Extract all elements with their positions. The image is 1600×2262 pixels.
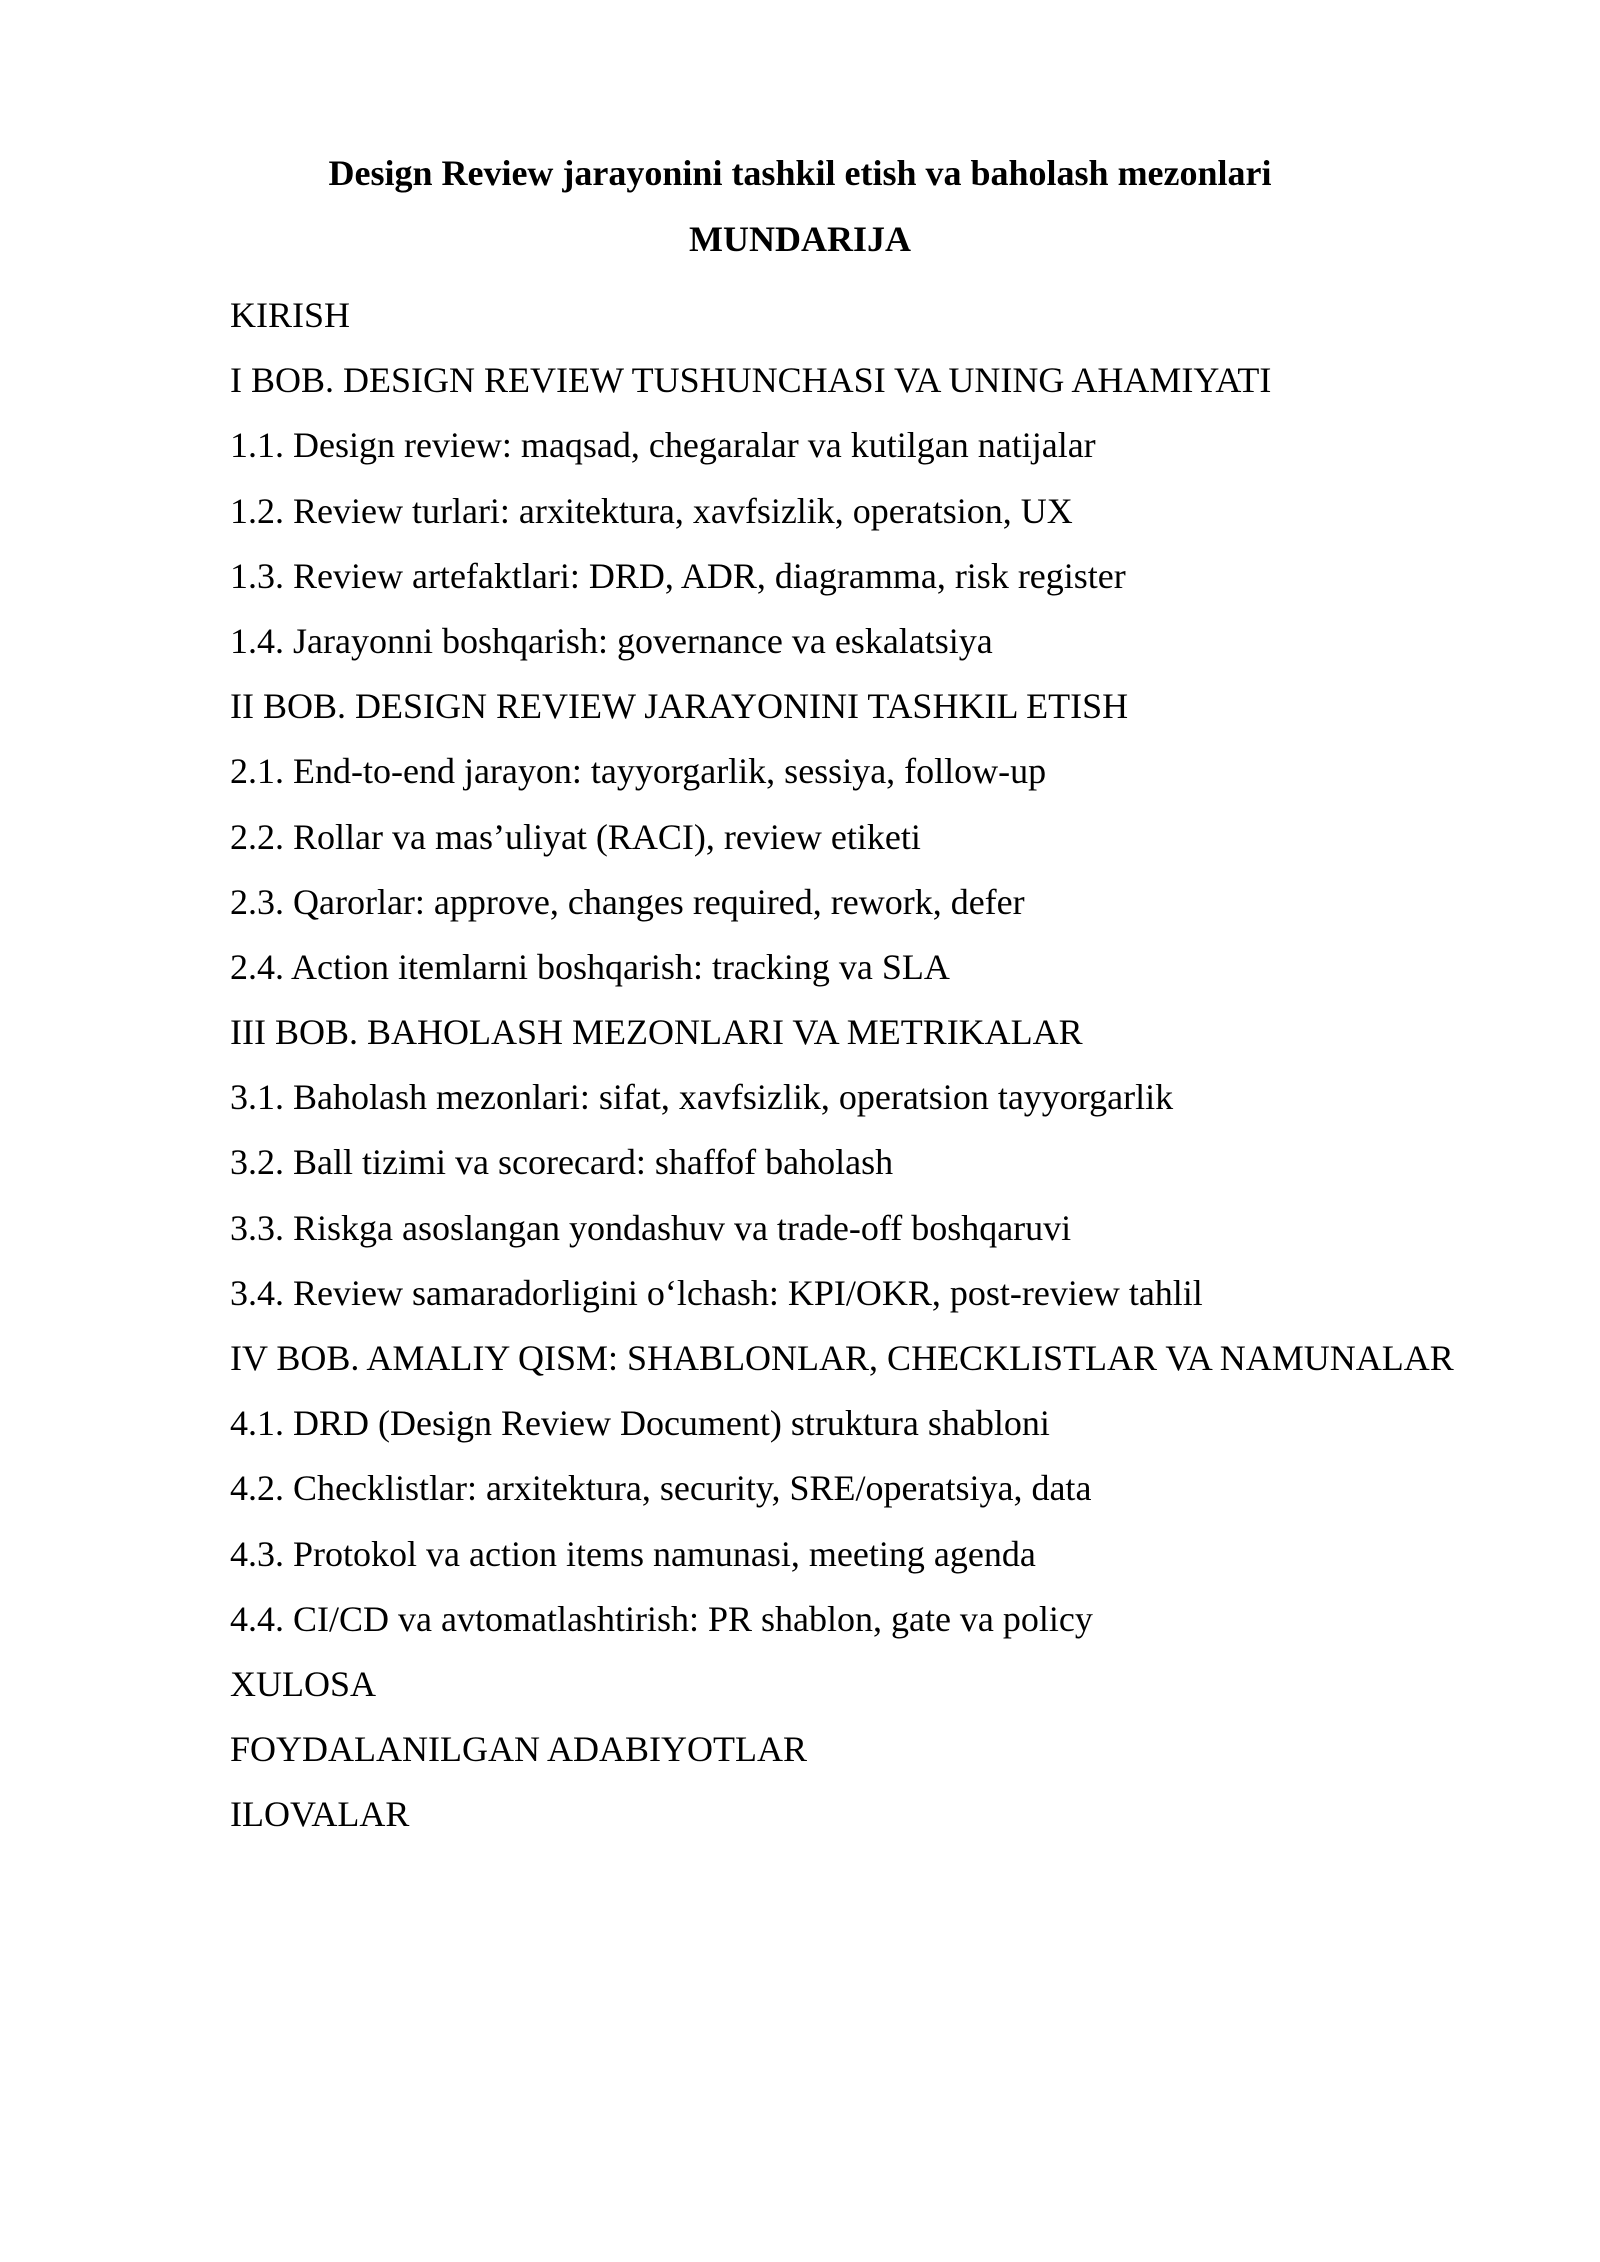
toc-section-3-3: 3.3. Riskga asoslangan yondashuv va trade-off boshqaruvi — [230, 1207, 1072, 1248]
toc-section-4-2: 4.2. Checklistlar: arxitektura, security, SRE/operatsiya, data — [230, 1468, 1092, 1509]
toc-chapter-2: II BOB. DESIGN REVIEW JARAYONINI TASHKIL ETISH — [230, 686, 1129, 727]
toc-heading: MUNDARIJA — [689, 219, 911, 259]
toc-section-4-1: 4.1. DRD (Design Review Document) struktura shabloni — [230, 1403, 1050, 1444]
toc-section-3-1: 3.1. Baholash mezonlari: sifat, xavfsizlik, operatsion tayyorgarlik — [230, 1077, 1174, 1118]
toc-section-2-3: 2.3. Qarorlar: approve, changes required, rework, defer — [230, 881, 1025, 922]
toc-chapter-1: I BOB. DESIGN REVIEW TUSHUNCHASI VA UNING AHAMIYATI — [230, 360, 1272, 401]
toc-entry-ilovalar: ILOVALAR — [230, 1794, 410, 1835]
toc-section-1-2: 1.2. Review turlari: arxitektura, xavfsizlik, operatsion, UX — [230, 490, 1073, 531]
toc-section-4-4: 4.4. CI/CD va avtomatlashtirish: PR shablon, gate va policy — [230, 1598, 1093, 1639]
toc-entry-xulosa: XULOSA — [230, 1663, 377, 1704]
toc-section-4-3: 4.3. Protokol va action items namunasi, meeting agenda — [230, 1533, 1036, 1574]
toc-section-1-4: 1.4. Jarayonni boshqarish: governance va eskalatsiya — [230, 620, 993, 661]
toc-chapter-4: IV BOB. AMALIY QISM: SHABLONLAR, CHECKLISTLAR VA NAMUNALAR — [230, 1338, 1454, 1378]
toc-section-1-1: 1.1. Design review: maqsad, chegaralar va kutilgan natijalar — [230, 425, 1096, 466]
toc-entry-adabiyotlar: FOYDALANILGAN ADABIYOTLAR — [230, 1729, 807, 1770]
table-of-contents — [230, 283, 1455, 1848]
toc-chapter-3: III BOB. BAHOLASH MEZONLARI VA METRIKALAR — [230, 1012, 1083, 1053]
toc-section-3-4: 3.4. Review samaradorligini o‘lchash: KPI/OKR, post-review tahlil — [230, 1272, 1203, 1313]
toc-section-2-2: 2.2. Rollar va mas’uliyat (RACI), review etiketi — [230, 816, 921, 857]
toc-section-1-3: 1.3. Review artefaktlari: DRD, ADR, diagramma, risk register — [230, 555, 1126, 596]
toc-section-2-1: 2.1. End-to-end jarayon: tayyorgarlik, sessiya, follow-up — [230, 751, 1047, 792]
toc-entry-kirish: KIRISH — [230, 295, 351, 335]
toc-section-2-4: 2.4. Action itemlarni boshqarish: tracking va SLA — [230, 946, 950, 987]
document-title: Design Review jarayonini tashkil etish va baholash mezonlari — [328, 153, 1272, 193]
toc-section-3-2: 3.2. Ball tizimi va scorecard: shaffof baholash — [230, 1142, 894, 1183]
